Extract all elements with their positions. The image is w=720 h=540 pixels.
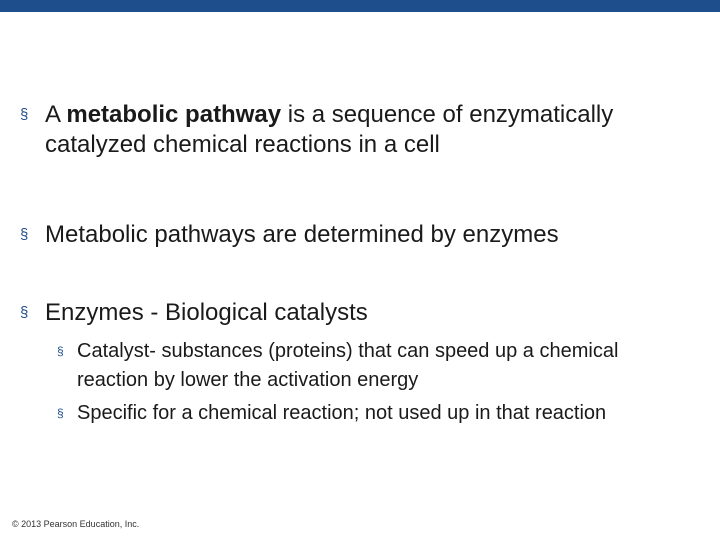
bullet-text	[45, 100, 695, 160]
sub-bullet-marker: §	[57, 344, 64, 358]
sub-bullet-text: Specific for a chemical reaction; not used up in that reaction	[77, 402, 607, 424]
bold-term: metabolic pathway	[66, 101, 282, 128]
bullet-marker: §	[20, 226, 29, 243]
bullet-prefix: A	[45, 101, 67, 128]
sub-bullet-marker: §	[57, 406, 64, 420]
copyright-footer: © 2013 Pearson Education, Inc.	[12, 519, 140, 529]
bullet-text: Metabolic pathways are determined by enzymes	[45, 221, 559, 248]
bullet-suffix: is a sequence of enzymatically catalyzed chemical reactions in a cell	[45, 101, 614, 158]
bullet-marker: §	[20, 106, 29, 123]
slide-top-bar	[0, 0, 720, 12]
bullet-text: Enzymes - Biological catalysts	[45, 299, 368, 326]
sub-bullet-text: Catalyst- substances (proteins) that can speed up a chemical reaction by lower the activation energy	[77, 340, 619, 391]
bullet-marker: §	[20, 304, 29, 321]
